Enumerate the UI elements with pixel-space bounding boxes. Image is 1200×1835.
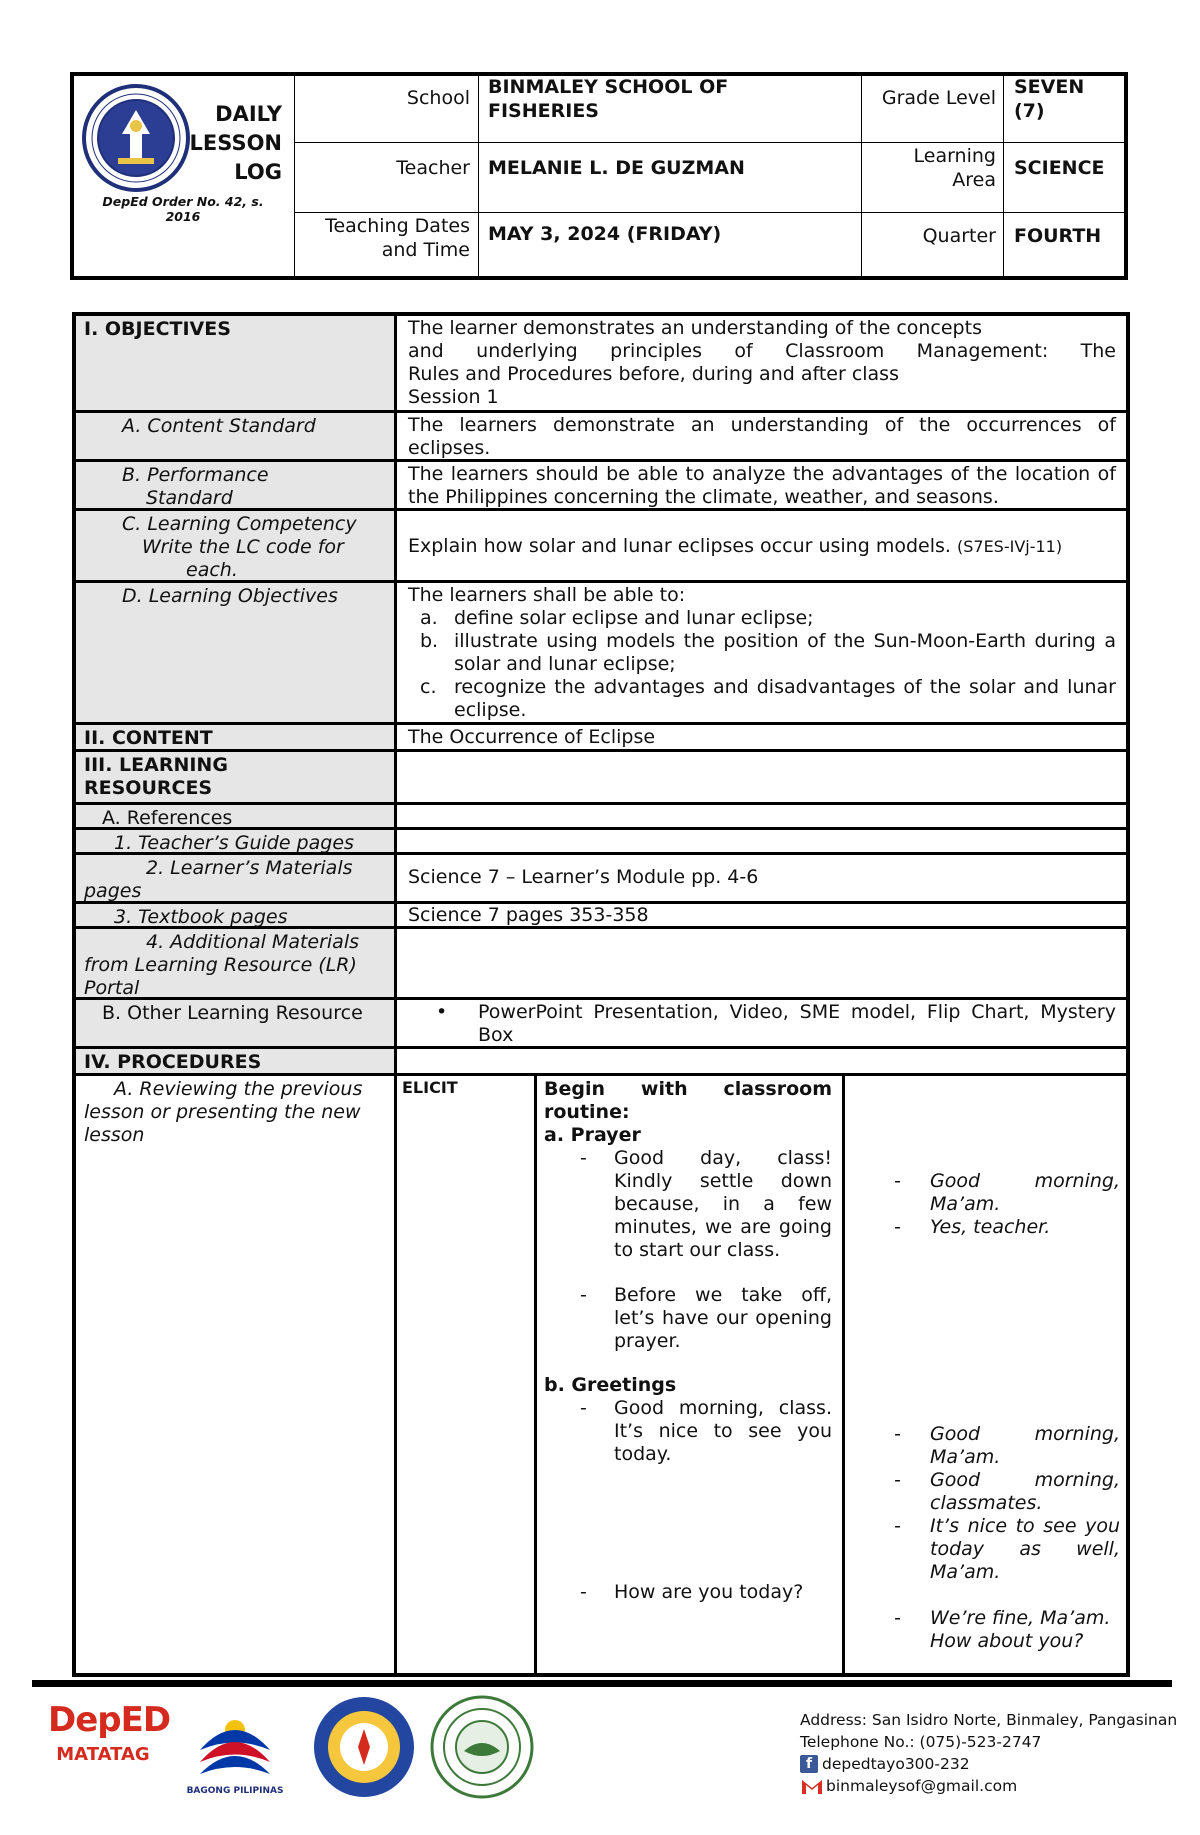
teacher-value: MELANIE L. DE GUZMAN <box>488 157 745 179</box>
other-resource-label: B. Other Learning Resource <box>76 1000 394 1046</box>
school-label: School <box>406 87 470 109</box>
school-value: BINMALEY SCHOOL OF FISHERIES <box>488 76 729 122</box>
content-standard-label: A. Content Standard <box>76 413 394 459</box>
list-item: - Before we take off, let’s have our opening prayer. <box>580 1284 832 1352</box>
learning-competency-text: Explain how solar and lunar eclipses occur using models. (S7ES-IVj-11) <box>408 535 1063 557</box>
binmaley-school-seal-icon <box>430 1695 534 1799</box>
content-heading: II. CONTENT <box>76 725 394 749</box>
deped-seal-icon <box>80 82 192 194</box>
facebook-link[interactable]: depedtayo300-232 <box>822 1755 970 1773</box>
grade-level-label: Grade Level <box>881 87 996 109</box>
teacher-activity: Begin with classroom routine: a. Prayer - Good day, class! Kindly settle down because, in a few minutes, we are going to start our class. - Before we take off, let’s have our opening prayer. b. Greetings - Good morning, class. It’s nice to see you today. - How are you today? <box>544 1078 832 1603</box>
teacher-label: Teacher <box>396 157 470 179</box>
list-item: - Good morning, Ma’am. <box>894 1170 1120 1215</box>
competency-code: (S7ES-IVj-11) <box>956 537 1063 556</box>
address-text: Address: San Isidro Norte, Binmaley, Pangasinan <box>800 1711 1178 1729</box>
list-item: - How are you today? <box>580 1581 804 1603</box>
additional-materials-label: 4. Additional Materials from Learning Resource (LR) Portal <box>76 929 394 997</box>
footer-divider <box>32 1680 1172 1687</box>
deped-order: DepEd Order No. 42, s. 2016 <box>102 194 264 224</box>
list-item: - Good day, class! Kindly settle down because, in a few minutes, we are going to start our class. <box>580 1147 832 1261</box>
learning-objectives-text: The learners shall be able to: a. define solar eclipse and lunar eclipse; b. illustrate using models the position of the Sun-Moon-Earth during a solar and lunar eclipse; c. recognize the advantages and disadvantages of the solar and lunar eclipse. <box>408 584 1116 721</box>
performance-standard-label: B. Performance Standard <box>76 462 394 508</box>
list-item: a. define solar eclipse and lunar eclipse; <box>420 607 814 629</box>
learners-materials-value: Science 7 – Learner’s Module pp. 4-6 <box>408 866 759 888</box>
facebook-icon: f <box>800 1755 818 1773</box>
learning-objectives-label: D. Learning Objectives <box>76 583 394 722</box>
list-item: - We’re fine, Ma’am. How about you? <box>894 1607 1111 1652</box>
objectives-heading: I. OBJECTIVES <box>76 316 394 410</box>
reviewing-label: A. Reviewing the previous lesson or presenting the new lesson <box>84 1078 363 1146</box>
list-item: c. recognize the advantages and disadvantages of the solar and lunar eclipse. <box>420 676 1116 721</box>
email-link[interactable]: binmaleysof@gmail.com <box>826 1777 1018 1795</box>
learning-area-label: Learning Area <box>913 145 996 191</box>
footer-contact <box>800 1709 1177 1797</box>
list-item: - It’s nice to see you today as well, Ma’am. <box>894 1515 1120 1583</box>
daily-lesson-log-title: DAILY LESSON LOG <box>189 102 282 184</box>
references-label: A. References <box>76 805 394 827</box>
learning-competency-label: C. Learning Competency Write the LC code for each. <box>76 511 394 580</box>
header-table <box>70 72 1128 280</box>
content-standard-text: The learners demonstrate an understanding of the occurrences of eclipses. <box>408 414 1116 459</box>
list-item: - Good morning, class. It’s nice to see you today. <box>580 1397 832 1465</box>
gmail-icon <box>800 1777 824 1795</box>
telephone-text: Telephone No.: (075)-523-2747 <box>800 1733 1042 1751</box>
performance-standard-text: The learners should be able to analyze the advantages of the location of the Philippines concerning the climate, weather, and seasons. <box>408 463 1116 508</box>
list-item: - Good morning, Ma’am. <box>894 1423 1120 1468</box>
learning-resources-heading: III. LEARNING RESOURCES <box>76 752 394 802</box>
list-item: - Good morning, classmates. <box>894 1469 1120 1514</box>
teaching-dates-value: MAY 3, 2024 (FRIDAY) <box>488 223 722 245</box>
procedures-heading: IV. PROCEDURES <box>76 1049 394 1073</box>
division-office-seal-icon <box>312 1695 416 1799</box>
teaching-dates-label: Teaching Dates and Time <box>325 215 470 261</box>
quarter-label: Quarter <box>922 225 996 247</box>
bullet-icon: • <box>436 1001 448 1023</box>
grade-level-value: SEVEN (7) <box>1014 76 1085 122</box>
list-item: b. illustrate using models the position of the Sun-Moon-Earth during a solar and lunar eclipse; <box>420 630 1116 675</box>
bagong-pilipinas-logo: BAGONG PILIPINAS <box>180 1700 290 1796</box>
teachers-guide-label: 1. Teacher’s Guide pages <box>76 830 394 852</box>
textbook-label: 3. Textbook pages <box>76 904 394 926</box>
student-responses <box>850 1170 1120 1653</box>
learners-materials-label: 2. Learner’s Materials pages <box>76 855 394 901</box>
learning-objectives-list <box>408 607 1116 722</box>
quarter-value: FOURTH <box>1014 225 1102 247</box>
other-resource-value: • PowerPoint Presentation, Video, SME model, Flip Chart, Mystery Box <box>436 1001 1116 1046</box>
email-row <box>800 1775 1177 1797</box>
deped-matatag-logo: DepED MATATAG <box>48 1700 171 1765</box>
learning-area-value: SCIENCE <box>1014 157 1105 179</box>
facebook-row <box>800 1753 1177 1775</box>
bagong-pilipinas-icon <box>190 1700 280 1782</box>
lesson-log-table <box>72 312 1130 1677</box>
phase-elicit: ELICIT <box>402 1078 458 1097</box>
textbook-value: Science 7 pages 353-358 <box>408 904 649 926</box>
list-item: - Yes, teacher. <box>894 1216 1051 1238</box>
objectives-text: The learner demonstrates an understanding of the concepts and underlying principles of Classroom Management: The Rules and Procedures before, during and after class Session 1 <box>408 317 1116 408</box>
content-value: The Occurrence of Eclipse <box>408 726 656 748</box>
